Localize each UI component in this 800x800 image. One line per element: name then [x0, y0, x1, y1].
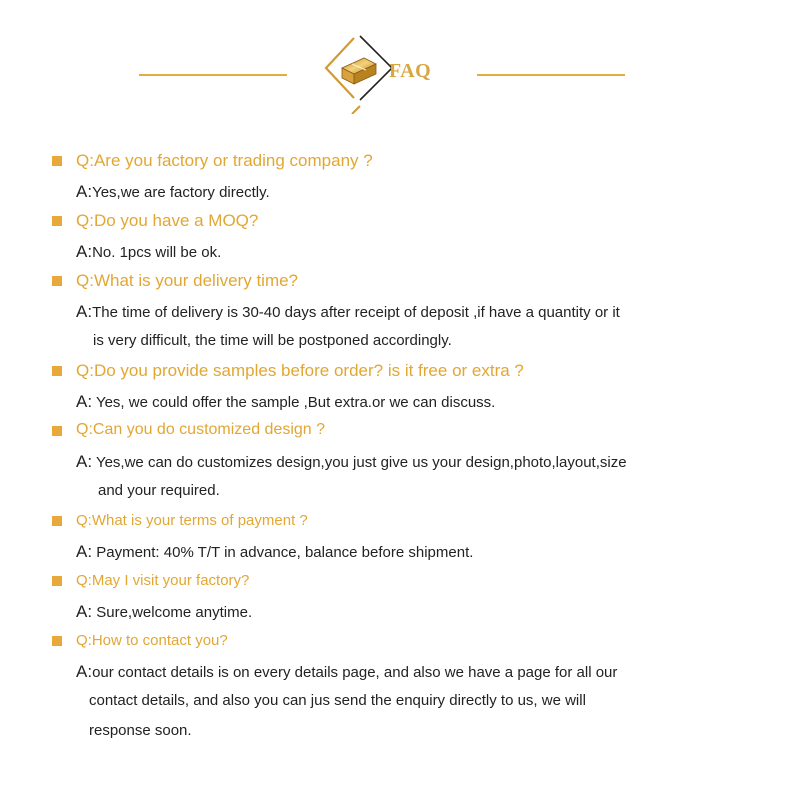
- faq-answer: [76, 182, 270, 202]
- answer-label: A:: [76, 242, 93, 261]
- question-bullet-icon: [52, 516, 62, 526]
- faq-question: Q:Are you factory or trading company ?: [76, 151, 373, 170]
- faq-answer-continuation: contact details, and also you can jus send the enquiry directly to us, we will: [89, 692, 586, 709]
- faq-answer-continuation: response soon.: [89, 722, 192, 739]
- faq-answer: [76, 392, 495, 412]
- answer-text: Yes,we can do customizes design,you just give us your design,photo,layout,size: [92, 454, 627, 471]
- faq-question: Q:Do you have a MOQ?: [76, 211, 259, 230]
- faq-answer: [76, 242, 221, 262]
- answer-label: A:: [76, 182, 93, 201]
- answer-text: Sure,welcome anytime.: [92, 604, 253, 621]
- answer-label: A:: [76, 662, 93, 681]
- faq-title: FAQ: [389, 60, 432, 82]
- faq-answer-continuation: is very difficult, the time will be postponed accordingly.: [93, 332, 452, 349]
- answer-label: A:: [76, 302, 93, 321]
- answer-text: Yes, we could offer the sample ,But extra.or we can discuss.: [92, 394, 496, 411]
- question-bullet-icon: [52, 576, 62, 586]
- faq-question: Q:How to contact you?: [76, 632, 228, 649]
- question-bullet-icon: [52, 366, 62, 376]
- faq-question: Q:What is your terms of payment ?: [76, 512, 308, 529]
- faq-question: Q:May I visit your factory?: [76, 572, 250, 589]
- question-bullet-icon: [52, 276, 62, 286]
- faq-answer: [76, 602, 252, 622]
- question-bullet-icon: [52, 156, 62, 166]
- faq-question: Q:What is your delivery time?: [76, 271, 299, 290]
- answer-text: The time of delivery is 30-40 days after receipt of deposit ,if have a quantity or it: [92, 304, 620, 321]
- faq-answer: [76, 452, 627, 472]
- answer-text: our contact details is on every details page, and also we have a page for all our: [92, 664, 618, 681]
- faq-question: Q:Can you do customized design ?: [76, 421, 326, 438]
- faq-answer: [76, 542, 473, 562]
- faq-question: Q:Do you provide samples before order? is it free or extra ?: [76, 361, 524, 380]
- answer-label: A:: [76, 392, 93, 411]
- question-bullet-icon: [52, 216, 62, 226]
- answer-text: Yes,we are factory directly.: [92, 184, 270, 201]
- question-bullet-icon: [52, 636, 62, 646]
- answer-text: No. 1pcs will be ok.: [92, 244, 222, 261]
- answer-label: A:: [76, 602, 93, 621]
- faq-answer: [76, 662, 617, 682]
- question-bullet-icon: [52, 426, 62, 436]
- faq-answer-continuation: and your required.: [98, 482, 220, 499]
- faq-answer: [76, 302, 620, 322]
- answer-label: A:: [76, 542, 93, 561]
- answer-text: Payment: 40% T/T in advance, balance before shipment.: [92, 544, 474, 561]
- answer-label: A:: [76, 452, 93, 471]
